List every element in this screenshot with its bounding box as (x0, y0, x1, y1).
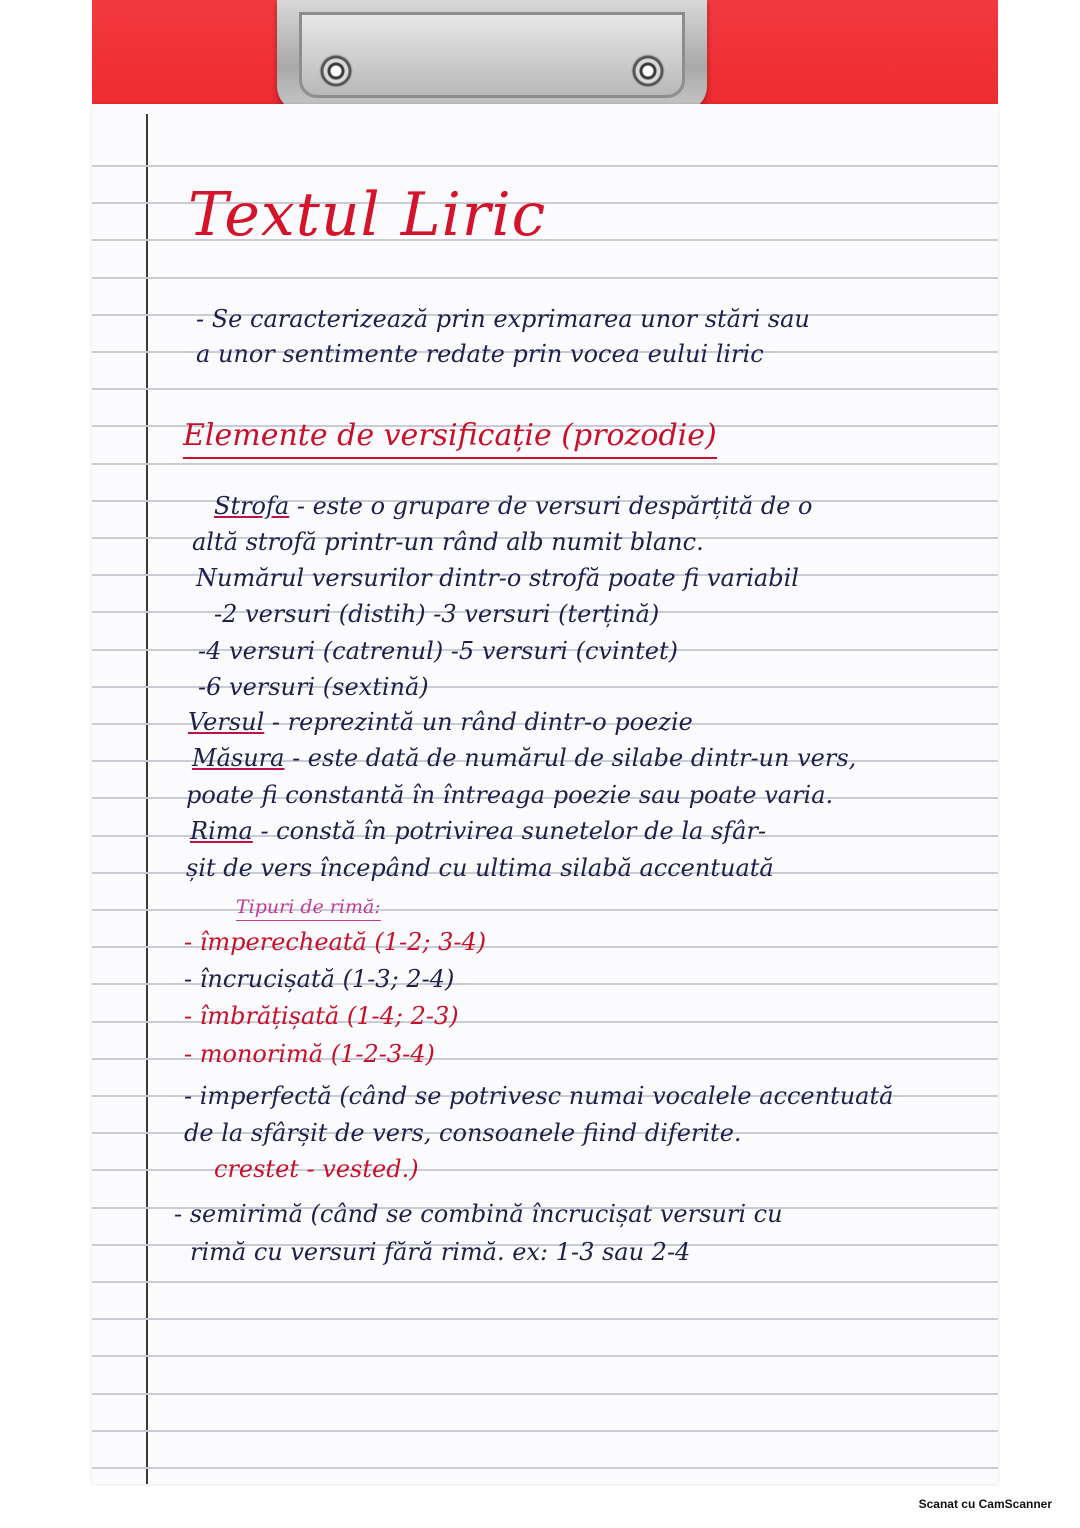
extra-line: rimă cu versuri fără rimă. ex: 1-3 sau 2-4 (190, 1238, 691, 1266)
definition-text: poate fi constantă în întreaga poezie sau poate varia. (186, 781, 834, 809)
body-line (198, 673, 429, 701)
rhyme-type-item: - împerecheată (1-2; 3-4) (184, 928, 487, 956)
ruled-line (92, 277, 998, 279)
term-label: Măsura (192, 744, 285, 772)
ruled-line (92, 1318, 998, 1320)
definition-text: - este o grupare de versuri despărțită de o (289, 492, 813, 520)
clip-plate (299, 12, 685, 98)
definition-text: - este dată de numărul de silabe dintr-un vers, (284, 744, 857, 772)
ruled-line (92, 1355, 998, 1357)
rhyme-type-item: - îmbrățișată (1-4; 2-3) (184, 1002, 459, 1030)
definition-text: -4 versuri (catrenul) -5 versuri (cvintet) (198, 637, 678, 665)
term-label: Strofa (214, 492, 290, 520)
definition-text: -2 versuri (distih) -3 versuri (terțină) (214, 600, 660, 628)
body-line (190, 817, 766, 845)
body-line (192, 528, 704, 556)
term-label: Rima (190, 817, 253, 845)
rhyme-type-item: - monorimă (1-2-3-4) (184, 1040, 435, 1068)
ruled-line (92, 388, 998, 390)
body-line (186, 781, 833, 809)
body-line (186, 854, 774, 882)
rhyme-type-item: - încrucișată (1-3; 2-4) (184, 965, 455, 993)
definition-text: - constă în potrivirea sunetelor de la sfâr- (252, 817, 767, 845)
ruled-line (92, 463, 998, 465)
extra-line: - semirimă (când se combină încrucișat versuri cu (174, 1200, 783, 1228)
body-line (192, 744, 856, 772)
definition-text: Numărul versurilor dintr-o strofă poate fi variabil (196, 564, 799, 592)
definition-text: altă strofă printr-un rând alb numit blanc. (192, 528, 704, 556)
body-line (196, 564, 799, 592)
definition-text: -6 versuri (sextină) (198, 673, 429, 701)
body-line (198, 637, 678, 665)
body-line (214, 600, 659, 628)
rivet-right-icon (631, 54, 665, 88)
definition-text: - reprezintă un rând dintr-o poezie (264, 708, 693, 736)
section-heading: Elemente de versificație (prozodie) (183, 418, 717, 453)
ruled-line (92, 1393, 998, 1395)
ruled-line (92, 1281, 998, 1283)
page-title: Textul Liric (188, 180, 547, 250)
extra-line: de la sfârșit de vers, consoanele fiind diferite. (184, 1119, 742, 1147)
clipboard-clip (277, 0, 707, 112)
body-line (214, 492, 812, 520)
term-label: Versul (188, 708, 265, 736)
ruled-line (92, 909, 998, 911)
ruled-line (92, 1430, 998, 1432)
extra-line: crestet - vested.) (214, 1155, 419, 1183)
intro-line-1: - Se caracterizează prin exprimarea unor stări sau (196, 305, 810, 333)
rivet-left-icon (319, 54, 353, 88)
extra-line: - imperfectă (când se potrivesc numai vocalele accentuată (184, 1082, 894, 1110)
intro-line-2: a unor sentimente redate prin vocea eului liric (196, 340, 764, 368)
scanner-watermark: Scanat cu CamScanner (918, 1497, 1052, 1511)
rhyme-types-label: Tipuri de rimă: (236, 896, 381, 918)
ruled-line (92, 165, 998, 167)
definition-text: șit de vers începând cu ultima silabă accentuată (186, 854, 774, 882)
body-line (188, 708, 693, 736)
ruled-line (92, 1467, 998, 1469)
